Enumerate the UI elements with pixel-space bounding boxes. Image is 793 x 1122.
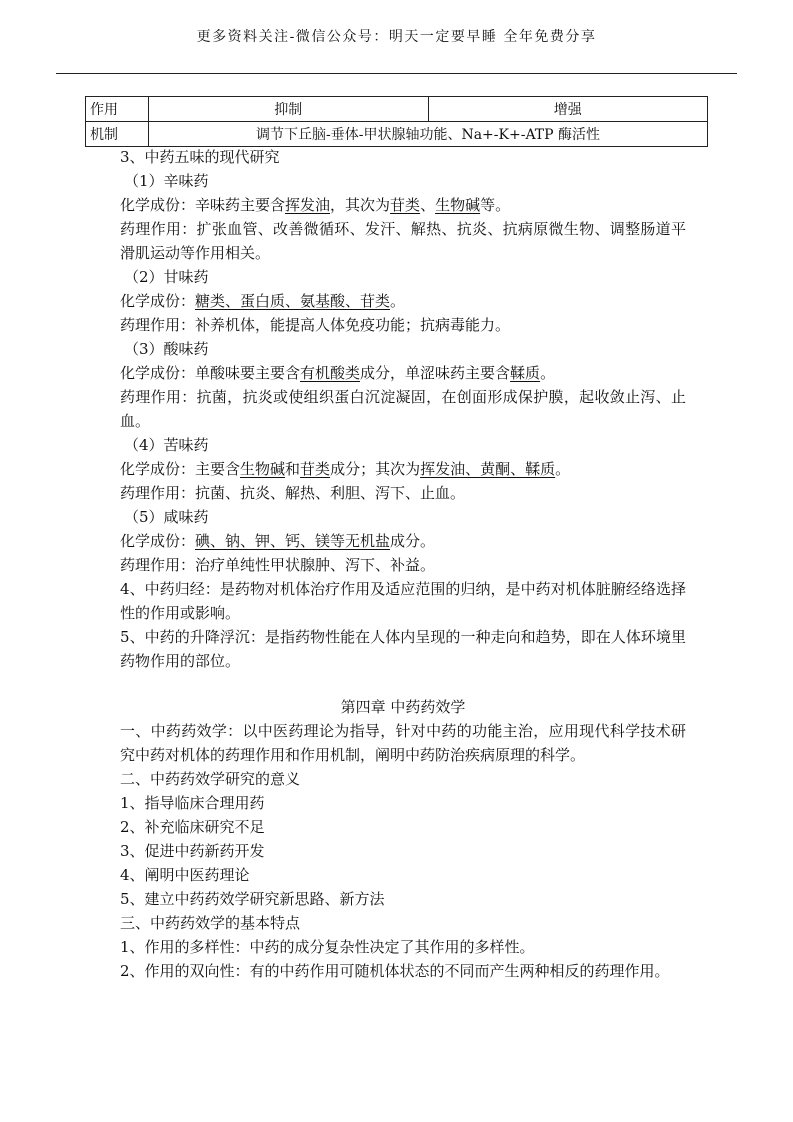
document-body [120,145,686,983]
section-heading: 二、中药药效学研究的意义 [120,770,301,788]
header-divider [56,73,737,74]
list-item: 5、建立中药药效学研究新思路、新方法 [120,890,385,908]
section-paragraph: 一、中药药效学：以中医药理论为指导，针对中药的功能主治，应用现代科学技术研究中药对机体的药理作用和作用机制，阐明中药防治疾病原理的科学。 [120,722,686,764]
chem-line: 化学成份：碘、钠、钾、钙、镁等无机盐成分。 [120,532,436,550]
subsection-heading: （4）苦味药 [124,436,209,454]
list-item: 2、作用的双向性：有的中药作用可随机体状态的不同而产生两种相反的药理作用。 [120,962,670,980]
table-row [86,97,708,122]
cell-enhance: 增强 [428,97,708,122]
page-header: 更多资料关注-微信公众号：明天一定要早睡 全年免费分享 [196,29,597,45]
section-heading: 3、中药五味的现代研究 [120,148,280,166]
chem-line: 化学成份：辛味药主要含挥发油，其次为苷类、生物碱等。 [120,196,511,214]
list-item: 2、补充临床研究不足 [120,818,265,836]
pharm-line: 药理作用：抗菌、抗炎、解热、利胆、泻下、止血。 [120,484,466,502]
chapter-title: 第四章 中药药效学 [340,698,466,716]
subsection-heading: （5）咸味药 [124,508,209,526]
section-paragraph: 4、中药归经：是药物对机体治疗作用及适应范围的归纳，是中药对机体脏腑经络选择性的作用或影响。 [120,580,686,622]
list-item: 1、作用的多样性：中药的成分复杂性决定了其作用的多样性。 [120,938,535,956]
pharm-line: 药理作用：抗菌，抗炎或使组织蛋白沉淀凝固，在创面形成保护膜，起收敛止泻、止血。 [120,388,686,430]
pharm-line: 药理作用：扩张血管、改善微循环、发汗、解热、抗炎、抗病原微生物、调整肠道平滑肌运动等作用相关。 [120,220,686,262]
spacer [120,673,686,695]
chem-line: 化学成份：主要含生物碱和苷类成分；其次为挥发油、黄酮、鞣质。 [120,460,571,478]
cell-inhibit: 抑制 [149,97,429,122]
subsection-heading: （3）酸味药 [124,340,209,358]
pharm-line: 药理作用：治疗单纯性甲状腺肿、泻下、补益。 [120,556,436,574]
cell-mechanism: 调节下丘脑-垂体-甲状腺轴功能、Na+-K+-ATP 酶活性 [149,122,708,147]
chem-line: 化学成份：糖类、蛋白质、氨基酸、苷类。 [120,292,406,310]
list-item: 3、促进中药新药开发 [120,842,265,860]
section-heading: 三、中药药效学的基本特点 [120,914,301,932]
chem-line: 化学成份：单酸味要主要含有机酸类成分，单涩味药主要含鞣质。 [120,364,556,382]
pharm-line: 药理作用：补养机体，能提高人体免疫功能；抗病毒能力。 [120,316,511,334]
mechanism-table [85,96,708,147]
subsection-heading: （1）辛味药 [124,172,209,190]
subsection-heading: （2）甘味药 [124,268,209,286]
row-label-action: 作用 [86,97,149,122]
section-paragraph: 5、中药的升降浮沉：是指药物性能在人体内呈现的一种走向和趋势，即在人体环境里药物作用的部位。 [120,628,686,670]
row-label-mechanism: 机制 [86,122,149,147]
list-item: 4、阐明中医药理论 [120,866,250,884]
list-item: 1、指导临床合理用药 [120,794,265,812]
table-row [86,122,708,147]
